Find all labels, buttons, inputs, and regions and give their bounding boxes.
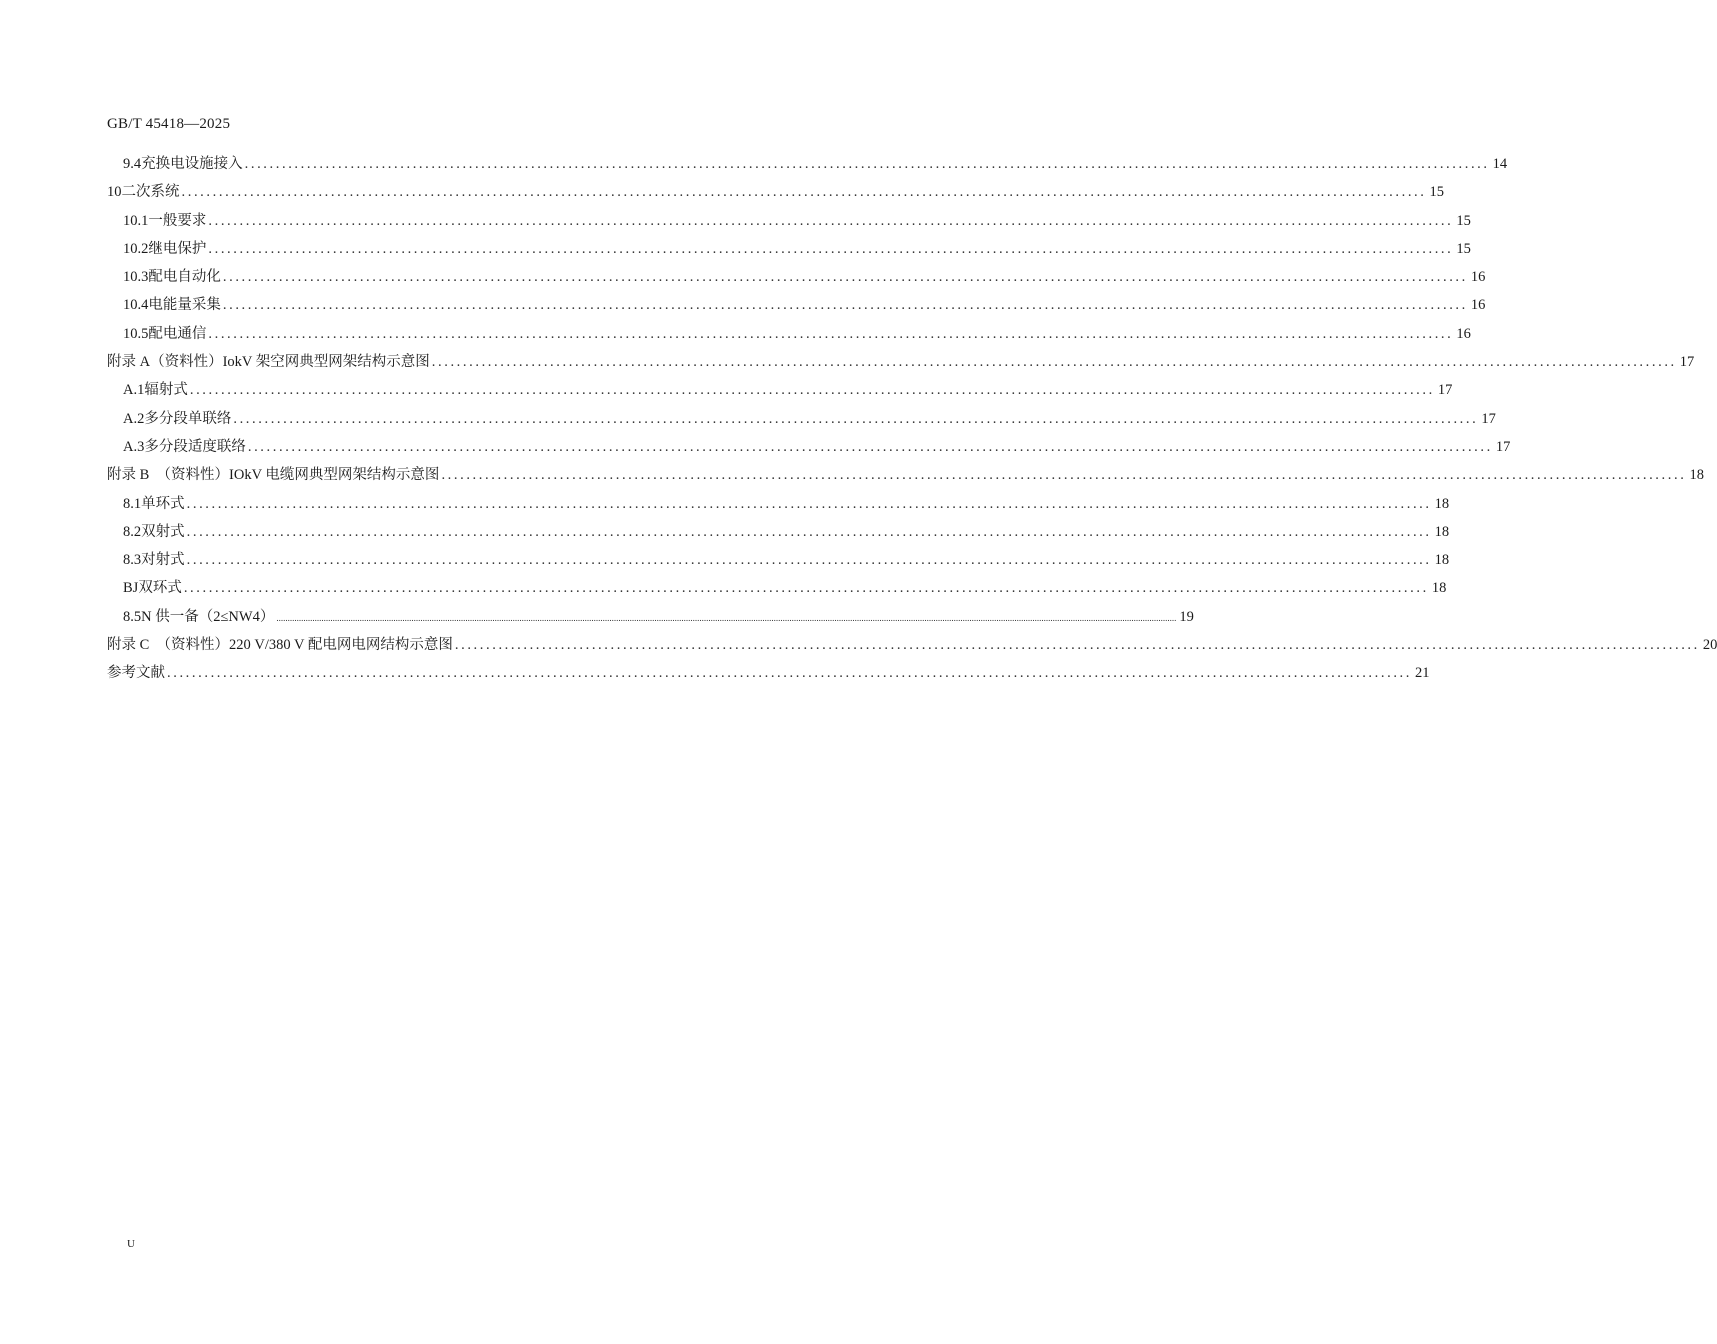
toc-entry-title: 参考文献 xyxy=(107,665,165,682)
toc-entry-page: 19 xyxy=(1179,608,1194,625)
toc-entry-number: 10.1 xyxy=(123,212,149,229)
toc-entry[interactable] xyxy=(107,407,1496,435)
toc-dot-leader: ........................................................................................................................................................................................................ xyxy=(189,382,1435,399)
toc-entry[interactable] xyxy=(107,322,1471,350)
toc-entry-number: A.2 xyxy=(123,410,145,427)
toc-entry-title: 配电自动化 xyxy=(148,269,221,286)
toc-entry-page: 16 xyxy=(1456,325,1471,342)
toc-entry-number: 8.1 xyxy=(123,495,142,512)
toc-entry-title: 多分段适度联络 xyxy=(144,438,246,455)
toc-entry[interactable] xyxy=(107,265,1486,293)
toc-dot-leader: ........................................................................................................................................................................................................ xyxy=(454,637,1700,654)
toc-entry[interactable] xyxy=(107,520,1450,548)
toc-entry-title: 双环式 xyxy=(138,580,182,597)
toc-entry[interactable] xyxy=(107,378,1453,406)
toc-entry-number: A.3 xyxy=(123,438,145,455)
toc-entry-title: 对射式 xyxy=(141,552,185,569)
toc-entry-title: 辐射式 xyxy=(144,382,188,399)
toc-entry-title: N 供一备（2≤NW4） xyxy=(141,608,275,625)
toc-entry-title: 附录 B （资料性）IOkV 电缆网典型网架结构示意图 xyxy=(107,467,440,484)
toc-entry-page: 16 xyxy=(1470,297,1486,314)
toc-entry[interactable] xyxy=(107,152,1508,180)
toc-entry-page: 15 xyxy=(1456,240,1471,257)
toc-entry-title: 继电保护 xyxy=(148,240,207,257)
toc-entry[interactable] xyxy=(107,576,1447,604)
toc-entry-page: 18 xyxy=(1689,467,1704,484)
toc-entry-number: 8.3 xyxy=(123,552,142,569)
toc-entry[interactable] xyxy=(107,293,1486,321)
toc-dot-leader: ........................................................................................................................................................................................................ xyxy=(233,410,1479,427)
toc-entry[interactable] xyxy=(107,605,1194,633)
toc-entry-page: 18 xyxy=(1434,523,1450,540)
toc-entry-title: 多分段单联络 xyxy=(144,410,232,427)
toc-dot-leader: ........................................................................................................................................................................................................ xyxy=(222,269,1468,286)
toc-entry-page: 15 xyxy=(1429,184,1444,201)
page-number: U xyxy=(127,1238,135,1250)
toc-entry-page: 17 xyxy=(1495,438,1511,455)
toc-entry-title: 充换电设施接入 xyxy=(141,156,243,172)
toc-entry-page: 17 xyxy=(1481,410,1496,427)
toc-entry-number: 10 xyxy=(107,184,122,201)
table-of-contents xyxy=(107,152,1717,690)
toc-entry[interactable] xyxy=(107,463,1704,491)
toc-dot-leader: ........................................................................................................................................................................................................ xyxy=(222,297,1468,314)
toc-dot-leader: ........................................................................................................................................................................................................ xyxy=(208,240,1454,257)
toc-entry-number: 10.3 xyxy=(123,269,149,286)
toc-entry-title: 附录 A（资料性）IokV 架空网典型网架结构示意图 xyxy=(107,354,430,371)
toc-entry[interactable] xyxy=(107,661,1430,689)
toc-entry-page: 21 xyxy=(1415,665,1430,682)
toc-dot-leader: ................................................................................................................................................................................................................................................................................................................................................................................................................ xyxy=(276,612,1177,623)
toc-entry-title: 一般要求 xyxy=(148,212,207,229)
toc-entry-number: 9.4 xyxy=(123,156,142,172)
toc-entry[interactable] xyxy=(107,435,1511,463)
toc-dot-leader: ........................................................................................................................................................................................................ xyxy=(431,354,1677,371)
toc-entry-page: 14 xyxy=(1492,156,1508,172)
toc-entry[interactable] xyxy=(107,633,1717,661)
toc-dot-leader: ........................................................................................................................................................................................................ xyxy=(186,552,1432,569)
toc-entry-page: 17 xyxy=(1679,354,1695,371)
toc-entry-page: 18 xyxy=(1434,495,1450,512)
toc-entry-number: 10.5 xyxy=(123,325,149,342)
toc-dot-leader: ........................................................................................................................................................................................................ xyxy=(441,467,1687,484)
toc-dot-leader: ........................................................................................................................................................................................................ xyxy=(181,184,1427,201)
toc-entry-number: 8.5 xyxy=(123,608,142,625)
toc-entry-number: 8.2 xyxy=(123,523,142,540)
toc-dot-leader: ........................................................................................................................................................................................................ xyxy=(186,495,1432,512)
toc-dot-leader: ........................................................................................................................................................................................................ xyxy=(167,665,1412,682)
toc-entry-title: 附录 C （资料性）220 V/380 V 配电网电网结构示意图 xyxy=(107,637,453,654)
toc-entry-page: 18 xyxy=(1431,580,1447,597)
toc-entry-number: 10.2 xyxy=(123,240,149,257)
toc-entry-number: BJ xyxy=(123,580,139,597)
toc-entry[interactable] xyxy=(107,350,1695,378)
toc-entry-number: 10.4 xyxy=(123,297,149,314)
toc-dot-leader: ........................................................................................................................................................................................................ xyxy=(208,325,1454,342)
toc-entry[interactable] xyxy=(107,180,1444,208)
toc-entry-title: 双射式 xyxy=(141,523,185,540)
toc-entry[interactable] xyxy=(107,237,1471,265)
toc-entry-page: 20 xyxy=(1702,637,1717,654)
toc-dot-leader: ........................................................................................................................................................................................................ xyxy=(186,523,1432,540)
toc-entry-number: A.1 xyxy=(123,382,145,399)
toc-dot-leader: ........................................................................................................................................................................................................ xyxy=(244,156,1490,172)
toc-entry[interactable] xyxy=(107,209,1471,237)
toc-entry[interactable] xyxy=(107,492,1450,520)
document-code: GB/T 45418—2025 xyxy=(107,116,231,132)
toc-entry-page: 17 xyxy=(1437,382,1453,399)
toc-dot-leader: ........................................................................................................................................................................................................ xyxy=(208,212,1454,229)
toc-entry-page: 16 xyxy=(1470,269,1486,286)
toc-entry-title: 二次系统 xyxy=(121,184,180,201)
toc-entry-title: 配电通信 xyxy=(148,325,207,342)
toc-entry-page: 18 xyxy=(1434,552,1450,569)
toc-entry[interactable] xyxy=(107,548,1450,576)
toc-entry-page: 15 xyxy=(1456,212,1471,229)
toc-dot-leader: ........................................................................................................................................................................................................ xyxy=(183,580,1429,597)
toc-entry-title: 单环式 xyxy=(141,495,185,512)
toc-entry-title: 电能量采集 xyxy=(148,297,221,314)
toc-dot-leader: ........................................................................................................................................................................................................ xyxy=(247,438,1493,455)
